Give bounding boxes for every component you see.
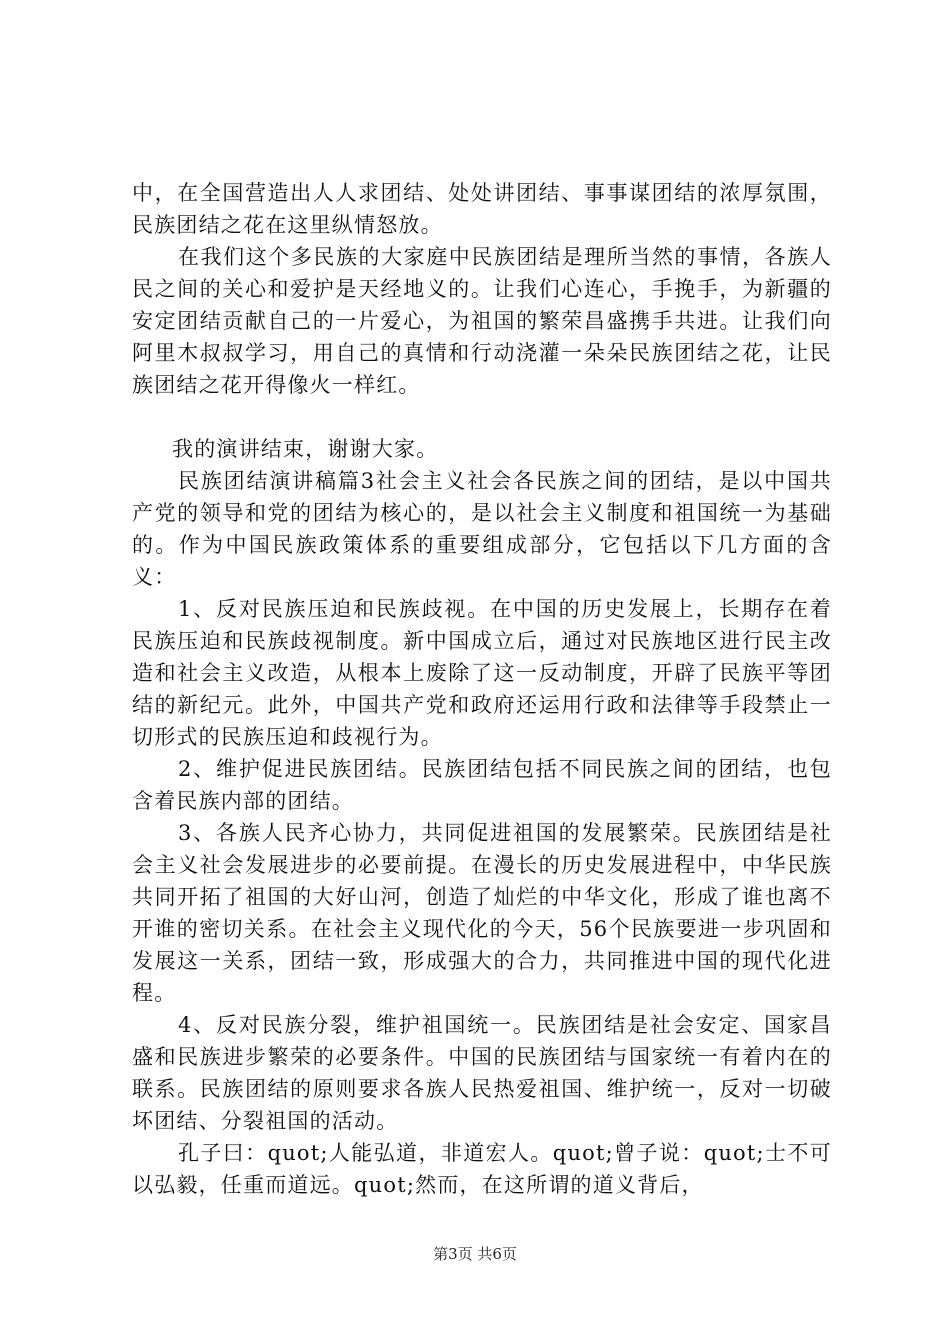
paragraph-point-4: 4、反对民族分裂，维护祖国统一。民族团结是社会安定、国家昌盛和民族进步繁荣的必要条件。中国的民族团结与国家统一有着内在的联系。民族团结的原则要求各族人民热爱祖国、维护统一，反对一切破坏团结、分裂祖国的活动。 — [132, 1013, 832, 1133]
paragraph-confucius: 孔子曰：quot;人能弘道，非道宏人。quot;曾子说：quot;士不可以弘毅，任重而道远。quot;然而，在这所谓的道义背后， — [132, 1141, 832, 1197]
document-body — [132, 177, 832, 1201]
paragraph-unity-closing: 在我们这个多民族的大家庭中民族团结是理所当然的事情，各族人民之间的关心和爱护是天经地义的。让我们心连心，手挽手，为新疆的安定团结贡献自己的一片爱心，为祖国的繁荣昌盛携手共进。让我们向阿里木叔叔学习，用自己的真情和行动浇灌一朵朵民族团结之花，让民族团结之花开得像火一样红。 — [132, 245, 832, 397]
paragraph-point-1: 1、反对民族压迫和民族歧视。在中国的历史发展上，长期存在着民族压迫和民族歧视制度。新中国成立后，通过对民族地区进行民主改造和社会主义改造，从根本上废除了这一反动制度，开辟了民族平等团结的新纪元。此外，中国共产党和政府还运用行政和法律等手段禁止一切形式的民族压迫和歧视行为。 — [132, 597, 832, 749]
paragraph-speech-end: 我的演讲结束，谢谢大家。 — [172, 437, 439, 461]
paragraph-point-3: 3、各族人民齐心协力，共同促进祖国的发展繁荣。民族团结是社会主义社会发展进步的必要前提。在漫长的历史发展进程中，中华民族共同开拓了祖国的大好山河，创造了灿烂的中华文化，形成了谁也离不开谁的密切关系。在社会主义现代化的今天，56个民族要进一步巩固和发展这一关系，团结一致，形成强大的合力，共同推进中国的现代化进程。 — [132, 821, 832, 1005]
paragraph-point-2: 2、维护促进民族团结。民族团结包括不同民族之间的团结，也包含着民族内部的团结。 — [132, 757, 832, 813]
page-number-footer: 第3页 共6页 — [433, 1245, 517, 1263]
paragraph-continuation: 中，在全国营造出人人求团结、处处讲团结、事事谋团结的浓厚氛围，民族团结之花在这里纵情怒放。 — [132, 181, 832, 237]
paragraph-speech-3-intro: 民族团结演讲稿篇3社会主义社会各民族之间的团结，是以中国共产党的领导和党的团结为核心的，是以社会主义制度和祖国统一为基础的。作为中国民族政策体系的重要组成部分，它包括以下几方面的含义： — [132, 469, 832, 589]
